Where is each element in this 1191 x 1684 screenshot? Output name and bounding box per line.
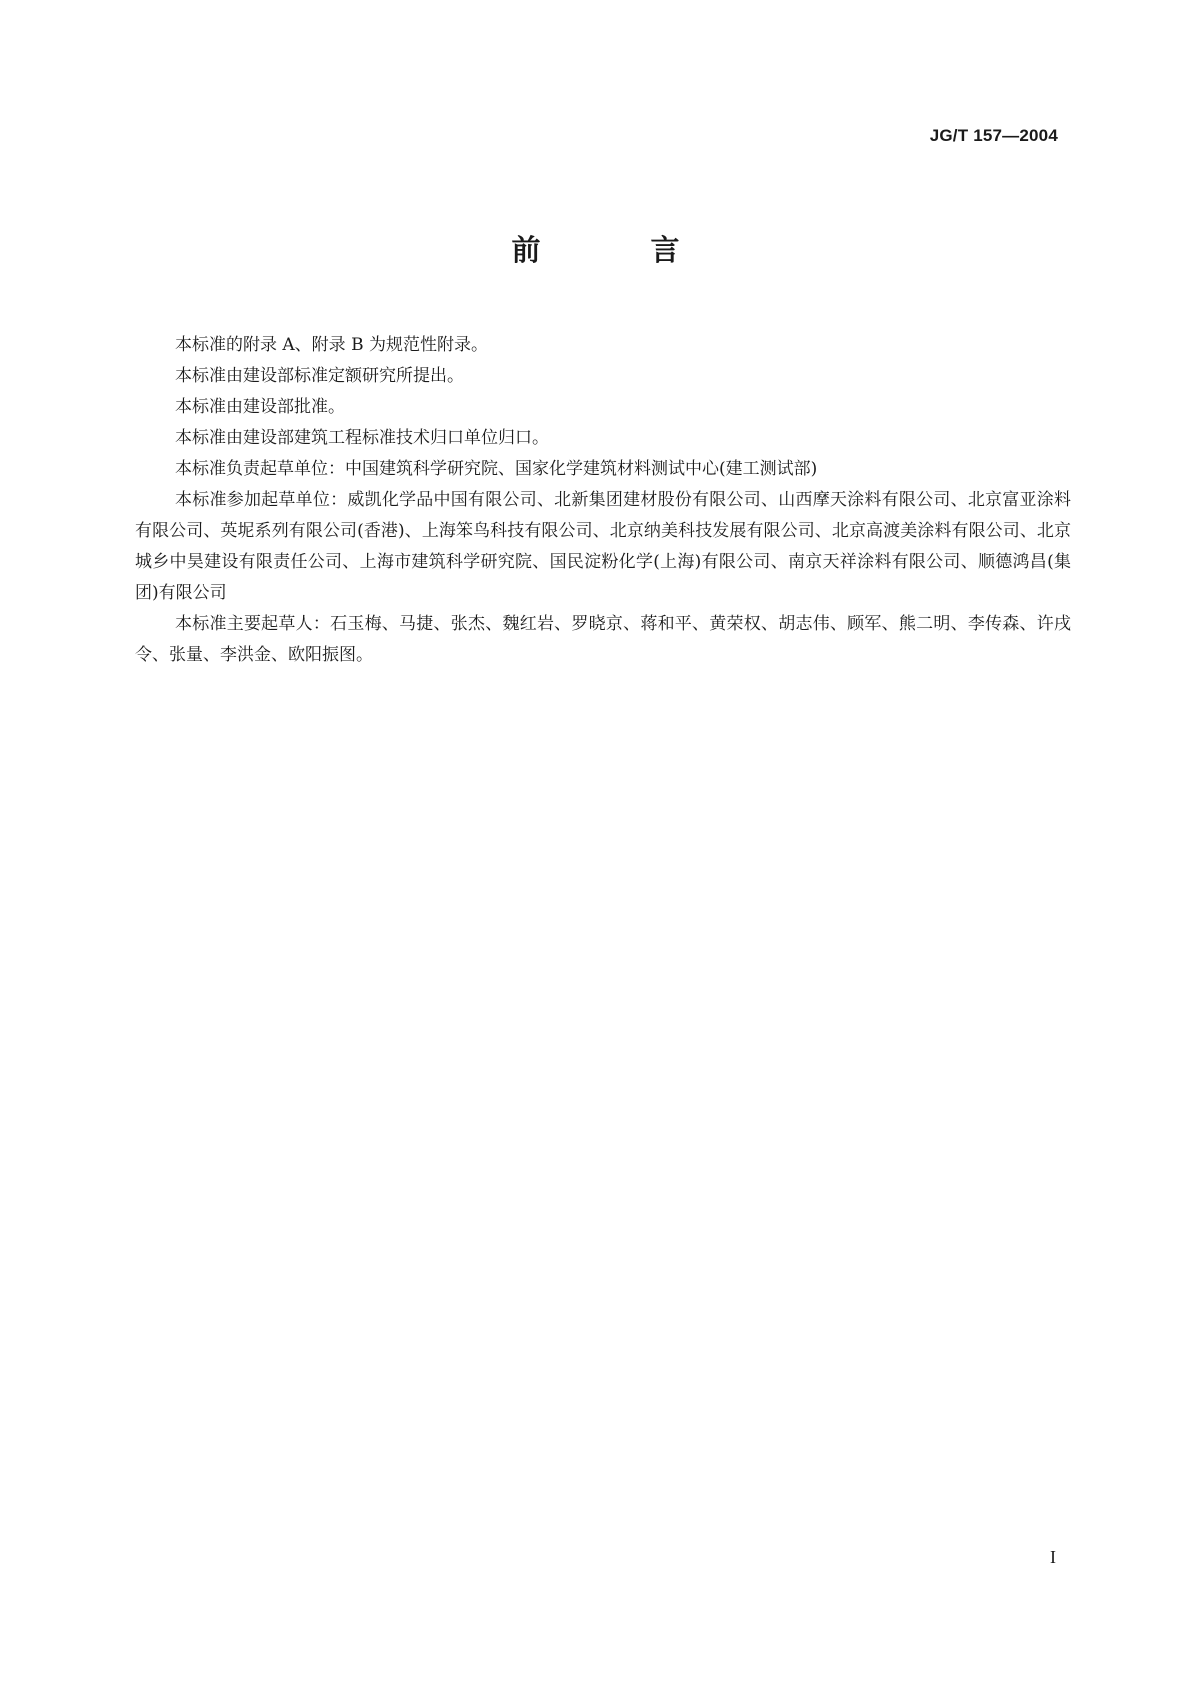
paragraph-main-drafters: 本标准主要起草人：石玉梅、马捷、张杰、魏红岩、罗晓京、蒋和平、黄荣权、胡志伟、顾军、熊二明、李传森、许戌令、张量、李洪金、欧阳振图。 (135, 614, 1071, 665)
paragraph-approved-by: 本标准由建设部批准。 (175, 397, 345, 417)
standard-code: JG/T 157—2004 (929, 126, 1058, 145)
paragraph-appendix: 本标准的附录 A、附录 B 为规范性附录。 (175, 335, 488, 355)
paragraph-participating-units: 本标准参加起草单位：威凯化学品中国有限公司、北新集团建材股份有限公司、山西摩天涂料有限公司、北京富亚涂料有限公司、英坭系列有限公司(香港)、上海笨鸟科技有限公司、北京纳美科技发展有限公司、北京高渡美涂料有限公司、北京城乡中昊建设有限责任公司、上海市建筑科学研究院、国民淀粉化学(上海)有限公司、南京天祥涂料有限公司、顺德鸿昌(集团)有限公司 (135, 490, 1071, 603)
page-title: 前 言 (511, 233, 730, 267)
foreword-body (135, 330, 1071, 671)
paragraph-proposed-by: 本标准由建设部标准定额研究所提出。 (175, 366, 464, 386)
page-number: I (1050, 1547, 1056, 1567)
paragraph-lead-drafting-units: 本标准负责起草单位：中国建筑科学研究院、国家化学建筑材料测试中心(建工测试部) (175, 459, 818, 479)
paragraph-centralized-by: 本标准由建设部建筑工程标准技术归口单位归口。 (175, 428, 549, 448)
